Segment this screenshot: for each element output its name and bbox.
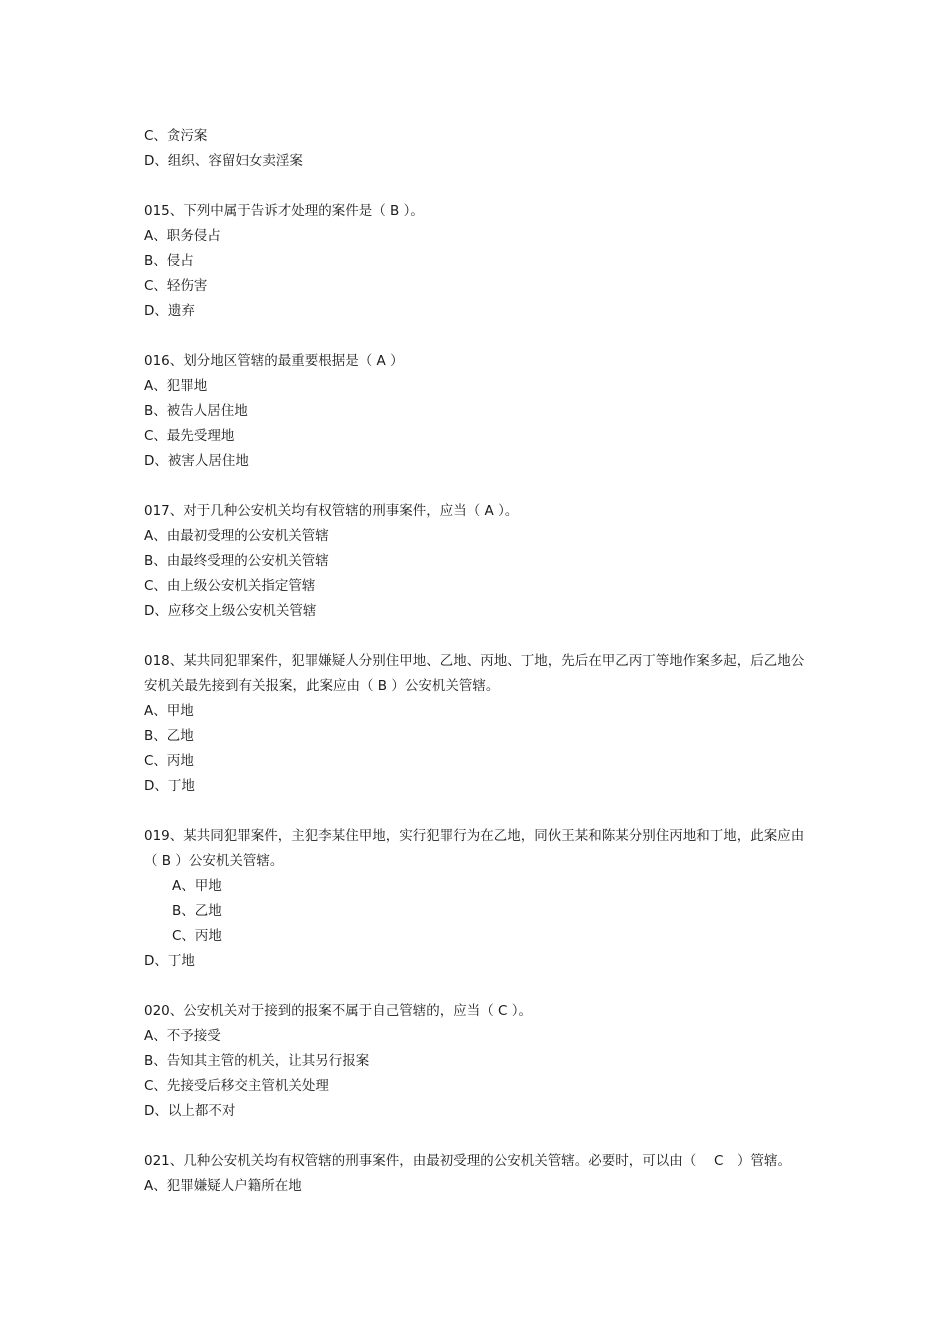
option-a: A、犯罪嫌疑人户籍所在地	[144, 1178, 302, 1194]
option-a: A、甲地	[144, 703, 194, 719]
option-b: B、乙地	[172, 903, 222, 919]
option-a: A、由最初受理的公安机关管辖	[144, 528, 329, 544]
option-b: B、由最终受理的公安机关管辖	[144, 553, 329, 569]
option-a: A、犯罪地	[144, 378, 208, 394]
option-b: B、乙地	[144, 728, 194, 744]
option-d: D、组织、容留妇女卖淫案	[144, 153, 303, 169]
question-021: 021、几种公安机关均有权管辖的刑事案件，由最初受理的公安机关管辖。必要时，可以由（ C ）管辖。	[144, 1153, 791, 1169]
option-c: C、贪污案	[144, 128, 208, 144]
option-b: B、被告人居住地	[144, 403, 248, 419]
option-a: A、甲地	[172, 878, 222, 894]
option-d: D、丁地	[144, 953, 195, 969]
option-c: C、最先受理地	[144, 428, 235, 444]
question-019: 019、某共同犯罪案件，主犯李某住甲地，实行犯罪行为在乙地，同伙王某和陈某分别住丙地和丁地，此案应由（ B ）公安机关管辖。	[144, 828, 805, 869]
question-020: 020、公安机关对于接到的报案不属于自己管辖的，应当（ C ）。	[144, 1003, 533, 1019]
option-d: D、丁地	[144, 778, 195, 794]
question-015: 015、下列中属于告诉才处理的案件是（ B ）。	[144, 203, 424, 219]
option-b: B、侵占	[144, 253, 194, 269]
option-c: C、由上级公安机关指定管辖	[144, 578, 316, 594]
option-d: D、应移交上级公安机关管辖	[144, 603, 317, 619]
spacer	[144, 1124, 809, 1149]
spacer	[144, 624, 809, 649]
option-c: C、轻伤害	[144, 278, 208, 294]
option-c: C、丙地	[144, 753, 194, 769]
spacer	[144, 174, 809, 199]
option-c: C、丙地	[172, 928, 222, 944]
option-d: D、被害人居住地	[144, 453, 249, 469]
option-d: D、遗弃	[144, 303, 195, 319]
question-018: 018、某共同犯罪案件，犯罪嫌疑人分别住甲地、乙地、丙地、丁地，先后在甲乙丙丁等地作案多起，后乙地公安机关最先接到有关报案，此案应由（ B ）公安机关管辖。	[144, 653, 805, 694]
question-017: 017、对于几种公安机关均有权管辖的刑事案件，应当（ A ）。	[144, 503, 519, 519]
option-a: A、不予接受	[144, 1028, 221, 1044]
option-c: C、先接受后移交主管机关处理	[144, 1078, 329, 1094]
option-a: A、职务侵占	[144, 228, 221, 244]
spacer	[144, 974, 809, 999]
spacer	[144, 474, 809, 499]
document-content	[144, 124, 809, 1199]
spacer	[144, 799, 809, 824]
question-016: 016、划分地区管辖的最重要根据是（ A ）	[144, 353, 404, 369]
spacer	[144, 324, 809, 349]
option-d: D、以上都不对	[144, 1103, 236, 1119]
option-b: B、告知其主管的机关，让其另行报案	[144, 1053, 370, 1069]
